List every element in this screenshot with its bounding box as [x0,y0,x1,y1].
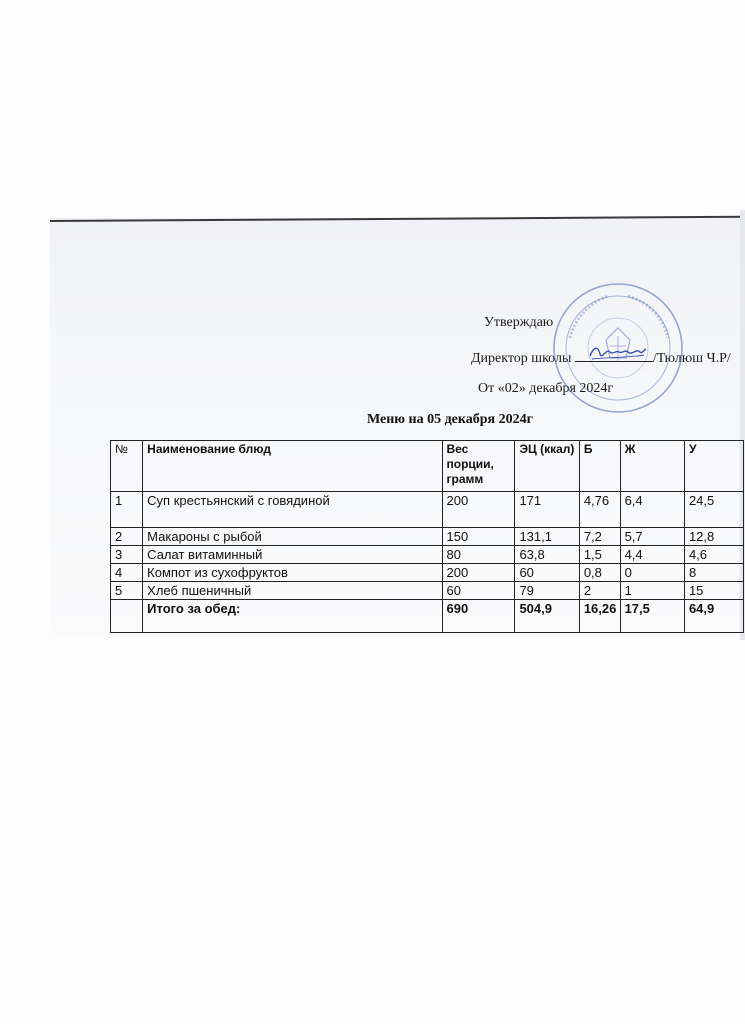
table-total-row [111,600,744,633]
total-label: Итого за обед: [143,600,442,633]
cell-zh: 6,4 [620,492,684,528]
table-header-row [111,441,744,492]
cell-energy: 79 [515,582,579,600]
header-zh: Ж [620,441,684,492]
cell-u: 12,8 [684,528,743,546]
cell-weight: 80 [442,546,515,564]
cell-name: Хлеб пшеничный [143,582,442,600]
table-row [111,492,744,528]
cell-energy: 60 [515,564,579,582]
total-b: 16,26 [579,600,620,633]
cell-b: 4,76 [579,492,620,528]
table-row [111,582,744,600]
header-u: У [684,441,743,492]
director-prefix: Директор школы [471,351,572,366]
header-energy: ЭЦ (ккал) [515,441,579,492]
cell-u: 24,5 [684,492,743,528]
cell-u: 4,6 [684,546,743,564]
table-row [111,564,744,582]
cell-u: 15 [684,582,743,600]
cell-no: 5 [111,582,143,600]
cell-energy: 131,1 [515,528,579,546]
approval-title: Утверждаю [484,315,554,330]
cell-no: 2 [111,528,143,546]
cell-u: 8 [684,564,743,582]
director-signature [588,340,648,364]
director-name: /Тюлюш Ч.Р/ [652,351,731,366]
cell-b: 2 [579,582,620,600]
cell-no: 3 [111,546,143,564]
cell-no: 4 [111,564,143,582]
cell-name: Компот из сухофруктов [143,564,442,582]
total-energy: 504,9 [515,600,579,633]
total-weight: 690 [442,600,515,633]
cell-b: 0,8 [579,564,620,582]
menu-title: Меню на 05 декабря 2024г [367,412,533,427]
cell-no: 1 [111,492,143,528]
header-no: № [111,441,143,492]
cell-energy: 63,8 [515,546,579,564]
menu-table [110,440,744,633]
cell-zh: 0 [620,564,684,582]
table-row [111,546,744,564]
header-b: Б [579,441,620,492]
total-zh: 17,5 [620,600,684,633]
cell-weight: 200 [442,492,515,528]
header-weight: Вес порции, грамм [442,441,515,492]
cell-energy: 171 [515,492,579,528]
cell-zh: 4,4 [620,546,684,564]
cell-zh: 1 [620,582,684,600]
cell-name: Макароны с рыбой [143,528,442,546]
cell-b: 1,5 [579,546,620,564]
cell-weight: 200 [442,564,515,582]
cell-name: Суп крестьянский с говядиной [143,492,442,528]
approval-date: От «02» декабря 2024г [478,381,614,396]
table-row [111,528,744,546]
cell-zh: 5,7 [620,528,684,546]
cell-weight: 60 [442,582,515,600]
total-u: 64,9 [684,600,743,633]
cell-weight: 150 [442,528,515,546]
header-name: Наименование блюд [143,441,442,492]
cell-no-empty [111,600,143,633]
cell-b: 7,2 [579,528,620,546]
cell-name: Салат витаминный [143,546,442,564]
